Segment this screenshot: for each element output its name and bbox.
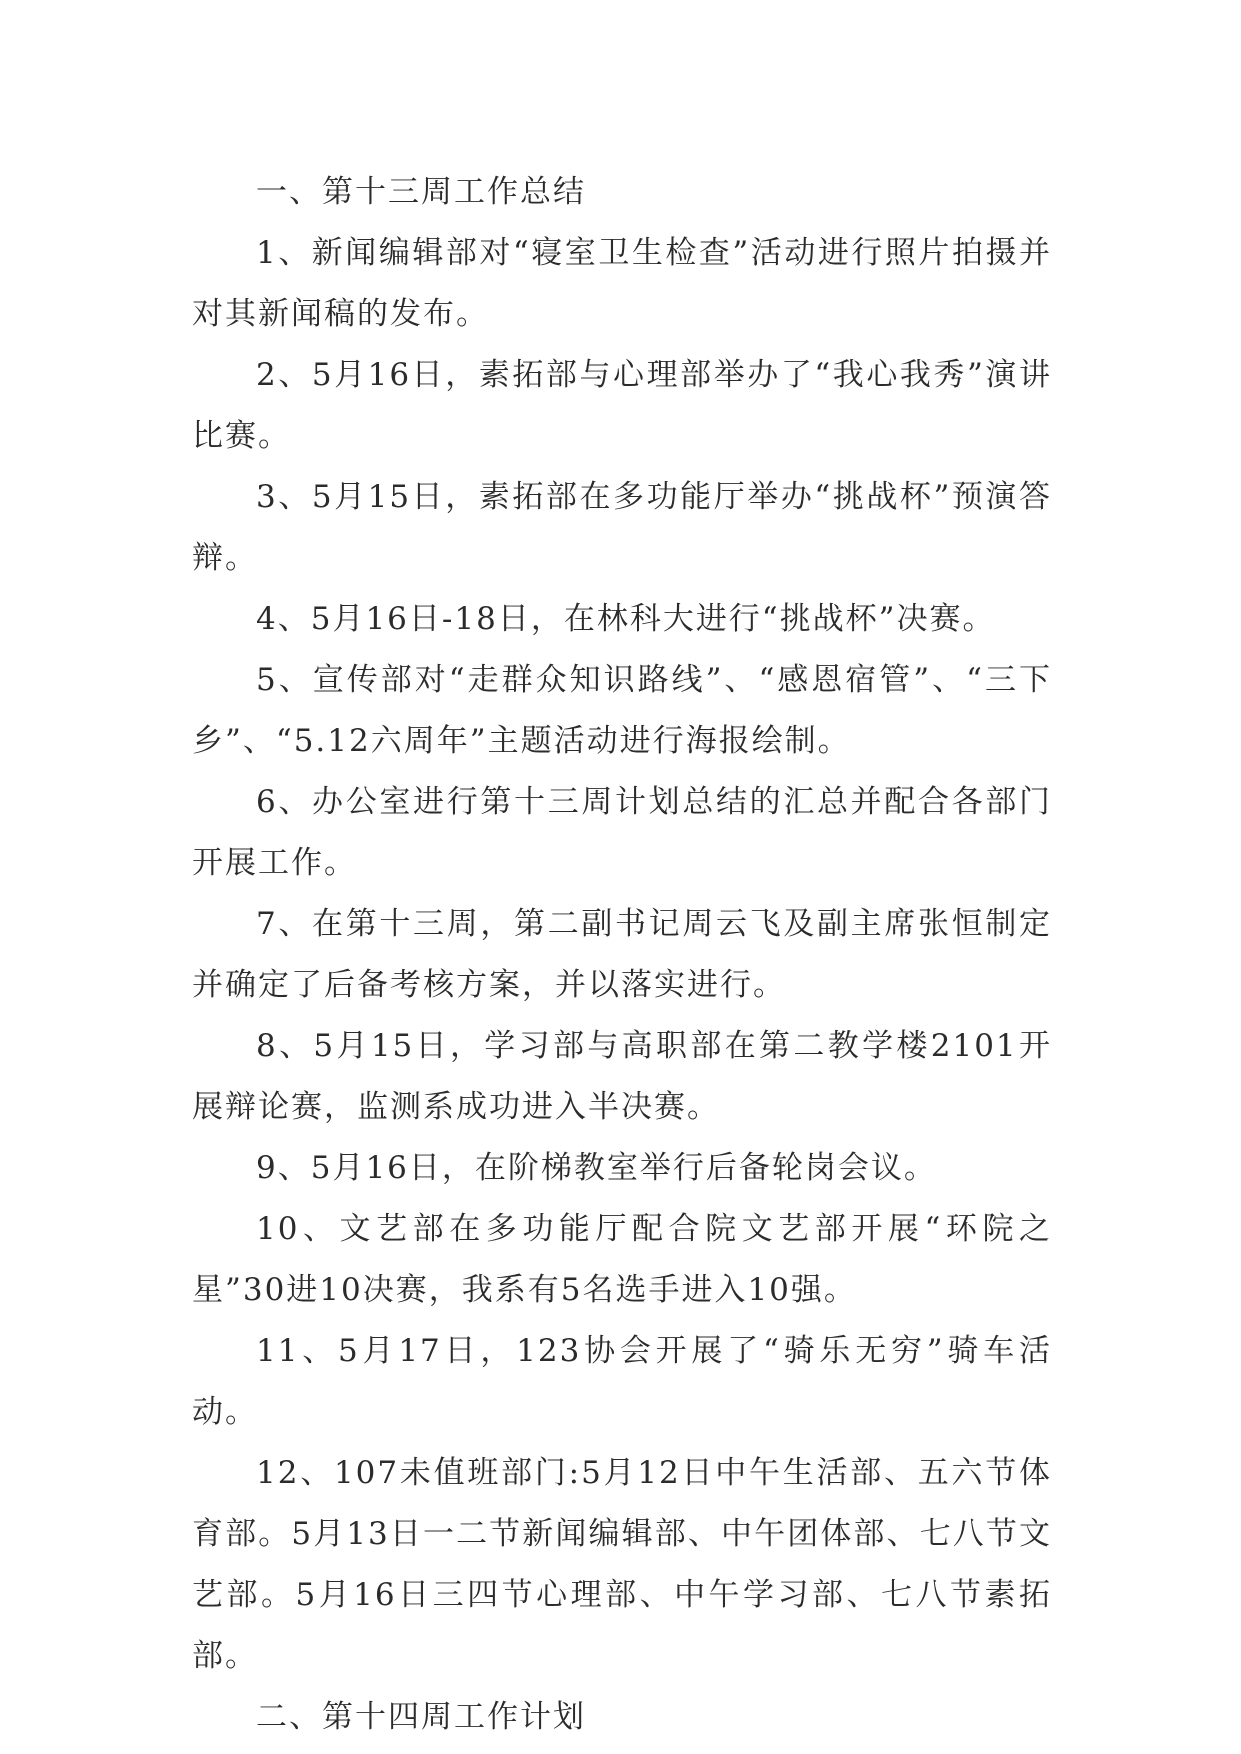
section-heading-week13-summary: 一、第十三周工作总结 <box>256 174 586 210</box>
document-body <box>192 162 1052 1748</box>
summary-item-1: 1、新闻编辑部对“寝室卫生检查”活动进行照片拍摄并对其新闻稿的发布。 <box>192 235 1052 332</box>
summary-item-11: 11、5月17日，123协会开展了“骑乐无穷”骑车活动。 <box>192 1333 1052 1430</box>
summary-item-10: 10、文艺部在多功能厅配合院文艺部开展“环院之星”30进10决赛，我系有5名选手进入10强。 <box>192 1211 1052 1308</box>
summary-item-9: 9、5月16日，在阶梯教室举行后备轮岗会议。 <box>256 1150 937 1186</box>
summary-item-8: 8、5月15日，学习部与高职部在第二教学楼2101开展辩论赛，监测系成功进入半决赛。 <box>192 1028 1052 1125</box>
summary-item-3: 3、5月15日，素拓部在多功能厅举办“挑战杯”预演答辩。 <box>192 479 1052 576</box>
section-heading-week14-plan: 二、第十四周工作计划 <box>256 1699 586 1735</box>
summary-item-12: 12、107未值班部门:5月12日中午生活部、五六节体育部。5月13日一二节新闻编辑部、中午团体部、七八节文艺部。5月16日三四节心理部、中午学习部、七八节素拓部。 <box>192 1455 1052 1674</box>
summary-item-2: 2、5月16日，素拓部与心理部举办了“我心我秀”演讲比赛。 <box>192 357 1052 454</box>
summary-item-5: 5、宣传部对“走群众知识路线”、“感恩宿管”、“三下乡”、“5.12六周年”主题活动进行海报绘制。 <box>192 662 1052 759</box>
summary-item-7: 7、在第十三周，第二副书记周云飞及副主席张恒制定并确定了后备考核方案，并以落实进行。 <box>192 906 1052 1003</box>
summary-item-6: 6、办公室进行第十三周计划总结的汇总并配合各部门开展工作。 <box>192 784 1052 881</box>
summary-item-4: 4、5月16日-18日，在林科大进行“挑战杯”决赛。 <box>256 601 996 637</box>
